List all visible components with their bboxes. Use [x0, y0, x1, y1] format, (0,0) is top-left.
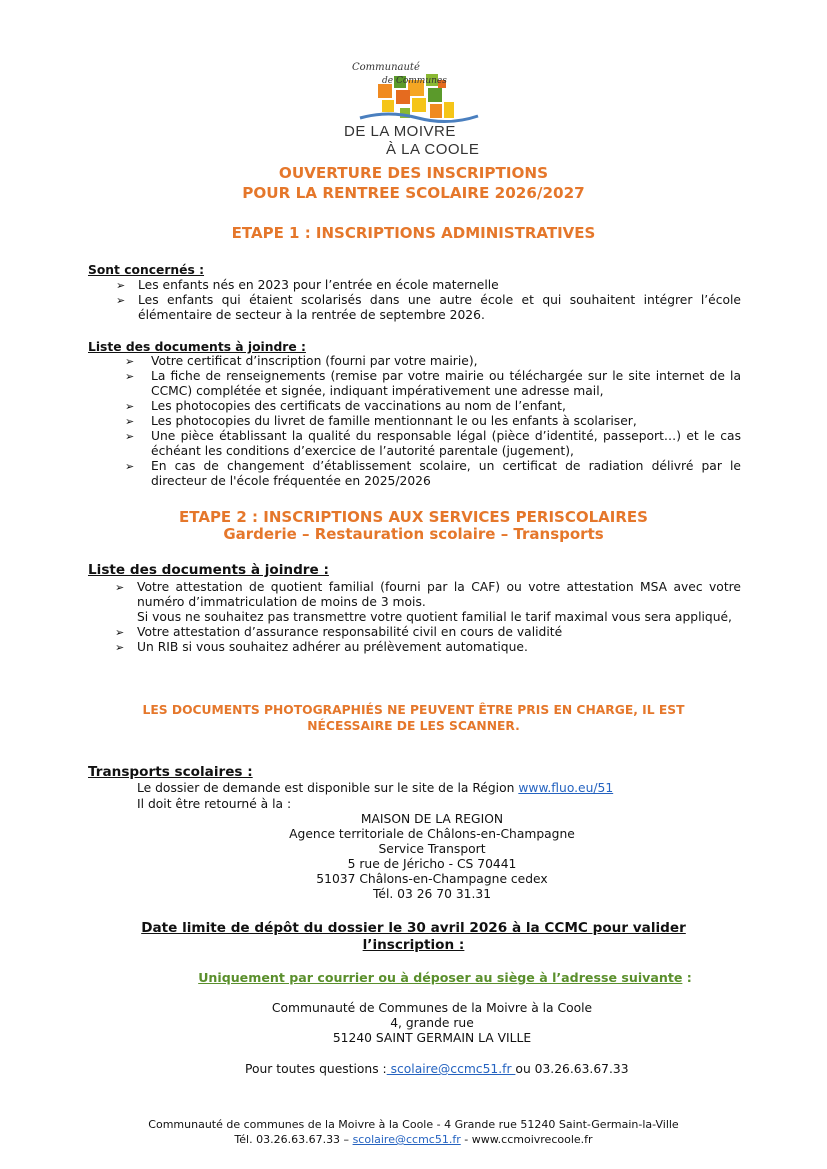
list-item: ➢ Un RIB si vous souhaitez adhérer au prélèvement automatique.	[115, 640, 528, 654]
etape2-heading	[0, 509, 827, 543]
logo-line-2: À LA COOLE	[386, 141, 480, 158]
concernes-label: Sont concernés :	[88, 263, 205, 277]
etape2-title: ETAPE 2 : INSCRIPTIONS AUX SERVICES PERISCOLAIRES	[179, 508, 648, 526]
deadline-line-2: l’inscription :	[362, 937, 465, 953]
etape2-subtitle: Garderie – Restauration scolaire – Transports	[223, 525, 604, 543]
bullet-arrow-icon: ➢	[125, 370, 135, 383]
logo	[338, 58, 498, 162]
bullet-arrow-icon: ➢	[125, 355, 135, 368]
list-item: ➢ Votre attestation d’assurance responsabilité civil en cours de validité	[115, 625, 563, 639]
list-item: ➢ Les enfants qui étaient scolarisés dans une autre école et qui souhaitent intégrer l’école élémentaire de secteur à la rentrée de septembre 2026.	[116, 293, 741, 322]
transports-line-1: Le dossier de demande est disponible sur le site de la Région www.fluo.eu/51	[137, 781, 614, 795]
footer-email-link[interactable]: scolaire@ccmc51.fr	[352, 1133, 461, 1146]
transports-label: Transports scolaires :	[88, 764, 253, 780]
list-item: ➢ La fiche de renseignements (remise par votre mairie ou téléchargée sur le site internet de la CCMC) complétée et signée, indiquant impérativement une adresse mail,	[125, 369, 741, 398]
quotient-note: Si vous ne souhaitez pas transmettre votre quotient familial le tarif maximal vous sera appliqué,	[137, 610, 732, 624]
bullet-arrow-icon: ➢	[115, 626, 125, 639]
bullet-arrow-icon: ➢	[125, 415, 135, 428]
title-line-1: OUVERTURE DES INSCRIPTIONS	[278, 164, 549, 182]
warning-line-1: LES DOCUMENTS PHOTOGRAPHIÉS NE PEUVENT ÊTRE PRIS EN CHARGE, IL EST	[142, 703, 685, 717]
transports-line-2: Il doit être retourné à la :	[137, 797, 292, 811]
address-line: Tél. 03 26 70 31.31	[372, 887, 492, 901]
logo-script-2: de Communes	[382, 76, 447, 86]
docs-label-1: Liste des documents à joindre :	[88, 340, 306, 354]
address-line: 4, grande rue	[390, 1016, 474, 1030]
list-item: ➢ Votre certificat d’inscription (fourni par votre mairie),	[125, 354, 478, 368]
etape1-heading: ETAPE 1 : INSCRIPTIONS ADMINISTRATIVES	[231, 224, 596, 242]
fluo-link[interactable]: www.fluo.eu/51	[518, 781, 614, 795]
bullet-arrow-icon: ➢	[125, 430, 135, 443]
address-line: 51037 Châlons-en-Champagne cedex	[316, 872, 548, 886]
bullet-arrow-icon: ➢	[125, 460, 135, 473]
bullet-arrow-icon: ➢	[116, 294, 126, 307]
email-link[interactable]: scolaire@ccmc51.fr	[386, 1062, 516, 1076]
list-item: ➢ Les photocopies du livret de famille mentionnant le ou les enfants à scolariser,	[125, 414, 637, 428]
logo-script-1: Communauté	[352, 62, 420, 73]
docs-list-1	[125, 354, 741, 489]
list-item: ➢ Les photocopies des certificats de vaccinations au nom de l’enfant,	[125, 399, 566, 413]
docs-label-2: Liste des documents à joindre :	[88, 562, 329, 578]
docs-list-2	[115, 580, 741, 655]
deadline	[0, 920, 827, 954]
deadline-line-1: Date limite de dépôt du dossier le 30 avril 2026 à la CCMC pour valider	[141, 920, 686, 936]
list-item: ➢ Les enfants nés en 2023 pour l’entrée en école maternelle	[116, 278, 499, 292]
footer-line-1: Communauté de communes de la Moivre à la Coole - 4 Grande rue 51240 Saint-Germain-la-Ville	[148, 1118, 679, 1131]
address-line: 51240 SAINT GERMAIN LA VILLE	[332, 1031, 532, 1045]
footer	[0, 1117, 827, 1147]
address-line: Agence territoriale de Châlons-en-Champagne	[289, 827, 575, 841]
questions-line: Pour toutes questions : scolaire@ccmc51.fr ou 03.26.63.67.33	[245, 1062, 629, 1076]
list-item: ➢ Une pièce établissant la qualité du responsable légal (pièce d’identité, passeport…) et le cas échéant les conditions d’exercice de l’autorité parentale (jugement),	[125, 429, 741, 458]
delivery-instruction: Uniquement par courrier ou à déposer au siège à l’adresse suivante :	[198, 970, 692, 985]
ccmc-address	[232, 1001, 632, 1046]
bullet-arrow-icon: ➢	[115, 641, 125, 654]
page-title	[0, 163, 827, 203]
warning-line-2: NÉCESSAIRE DE LES SCANNER.	[307, 719, 520, 733]
region-address	[232, 812, 632, 902]
bullet-arrow-icon: ➢	[115, 581, 125, 594]
list-item: ➢ En cas de changement d’établissement scolaire, un certificat de radiation délivré par le directeur de l'école fréquentée en 2025/2026	[125, 459, 741, 488]
footer-line-2: Tél. 03.26.63.67.33 – scolaire@ccmc51.fr - www.ccmoivrecoole.fr	[234, 1133, 593, 1146]
list-item: ➢ Votre attestation de quotient familial (fourni par la CAF) ou votre attestation MSA avec votre numéro d’immatriculation de moins de 3 mois. Si vous ne souhaitez pas transmettre votre quotient familial le tarif maximal vous sera appliqué,	[115, 580, 741, 624]
scan-warning	[0, 702, 827, 734]
address-line: 5 rue de Jéricho - CS 70441	[347, 857, 517, 871]
concernes-list	[116, 278, 741, 323]
bullet-arrow-icon: ➢	[125, 400, 135, 413]
address-line: Communauté de Communes de la Moivre à la Coole	[271, 1001, 593, 1015]
title-line-2: POUR LA RENTREE SCOLAIRE 2026/2027	[242, 184, 585, 202]
address-line: Service Transport	[378, 842, 486, 856]
bullet-arrow-icon: ➢	[116, 279, 126, 292]
logo-line-1: DE LA MOIVRE	[344, 123, 456, 140]
address-line: MAISON DE LA REGION	[360, 812, 504, 826]
